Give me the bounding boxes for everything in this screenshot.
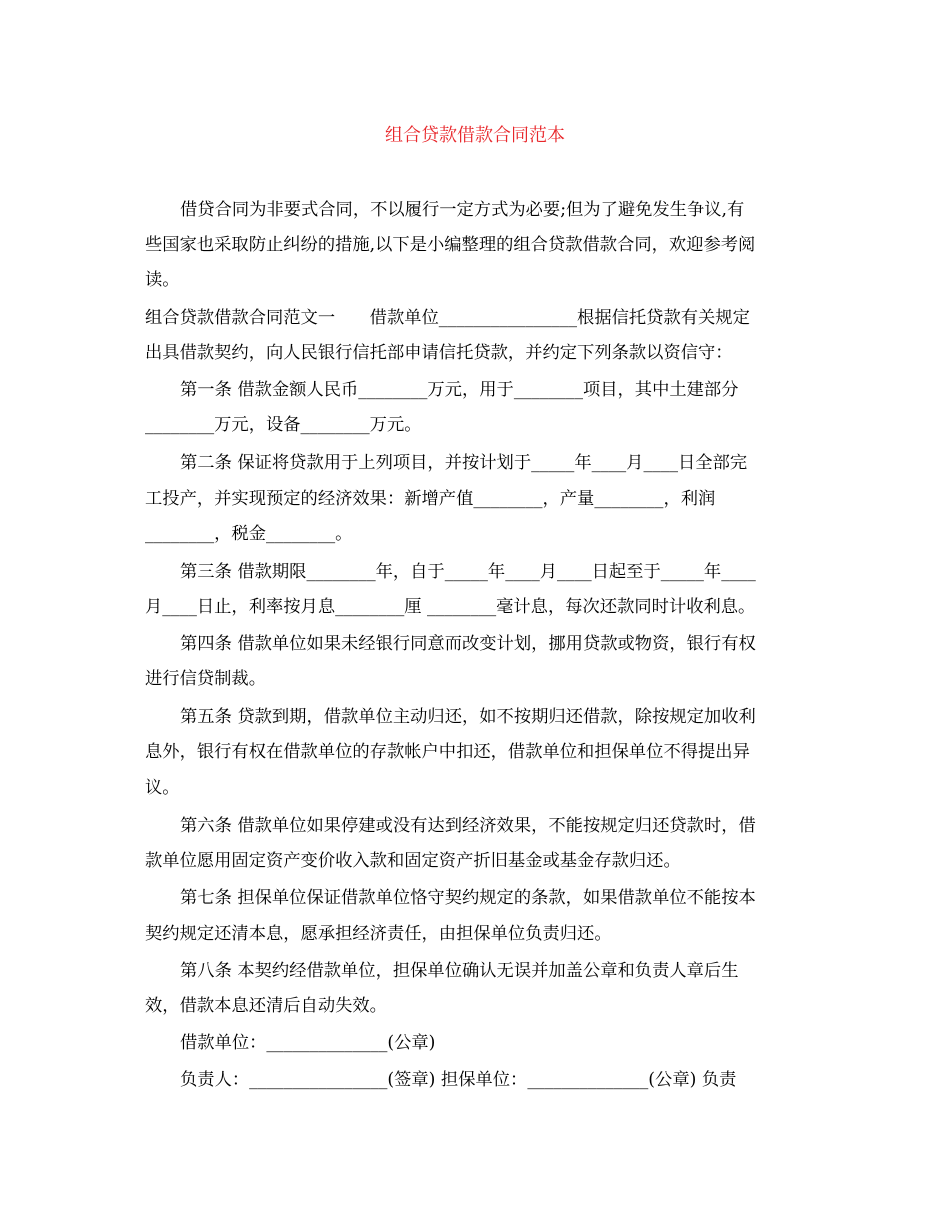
paragraph-line: 进行信贷制裁。: [145, 669, 266, 689]
paragraph-line: 读。: [145, 270, 180, 290]
paragraph-line: 第七条 担保单位保证借款单位恪守契约规定的条款，如果借款单位不能按本: [180, 888, 756, 908]
paragraph-line: 息外，银行有权在借款单位的存款帐户中扣还，借款单位和担保单位不得提出异: [145, 742, 750, 762]
paragraph-line: 些国家也采取防止纠纷的措施,以下是小编整理的组合贷款借款合同，欢迎参考阅: [145, 235, 756, 255]
paragraph-line: ________，税金________。: [145, 524, 353, 544]
paragraph-line: 第六条 借款单位如果停建或没有达到经济效果，不能按规定归还贷款时，借: [180, 816, 756, 836]
paragraph-line: 契约规定还清本息，愿承担经济责任，由担保单位负责归还。: [145, 924, 612, 944]
paragraph-line: 第四条 借款单位如果未经银行同意而改变计划，挪用贷款或物资，银行有权: [180, 634, 756, 654]
paragraph-line: 第三条 借款期限________年，自于_____年____月____日起至于_____年____: [180, 562, 756, 582]
paragraph-line: 第二条 保证将贷款用于上列项目，并按计划于_____年____月____日全部完: [180, 453, 748, 473]
paragraph-line: 组合贷款借款合同范文一 借款单位________________根据信托贷款有关规定: [145, 308, 750, 328]
paragraph-line: 第一条 借款金额人民币________万元，用于________项目，其中土建部分: [180, 380, 739, 400]
paragraph-line: 月____日止，利率按月息________厘 ________毫计息，每次还款同时计收利息。: [145, 597, 756, 617]
paragraph-line: 第五条 贷款到期，借款单位主动归还，如不按期归还借款，除按规定加收利: [180, 707, 756, 727]
paragraph-line: ________万元，设备________万元。: [145, 415, 422, 435]
signature-line: 负责人：________________(签章) 担保单位：______________(公章) 负责: [180, 1070, 737, 1090]
paragraph-line: 出具借款契约，向人民银行信托部申请信托贷款，并约定下列条款以资信守：: [145, 343, 733, 363]
paragraph-line: 工投产，并实现预定的经济效果：新增产值________，产量________，利润: [145, 489, 716, 509]
paragraph-line: 议。: [145, 778, 180, 798]
document-title: 组合贷款借款合同范本: [385, 125, 565, 146]
paragraph-line: 款单位愿用固定资产变价收入款和固定资产折旧基金或基金存款归还。: [145, 851, 681, 871]
paragraph-line: 借贷合同为非要式合同，不以履行一定方式为必要;但为了避免发生争议,有: [180, 200, 745, 220]
paragraph-line: 效，借款本息还清后自动失效。: [145, 996, 387, 1016]
paragraph-line: 第八条 本契约经借款单位，担保单位确认无误并加盖公章和负责人章后生: [180, 961, 739, 981]
signature-line: 借款单位：______________(公章): [180, 1033, 436, 1053]
